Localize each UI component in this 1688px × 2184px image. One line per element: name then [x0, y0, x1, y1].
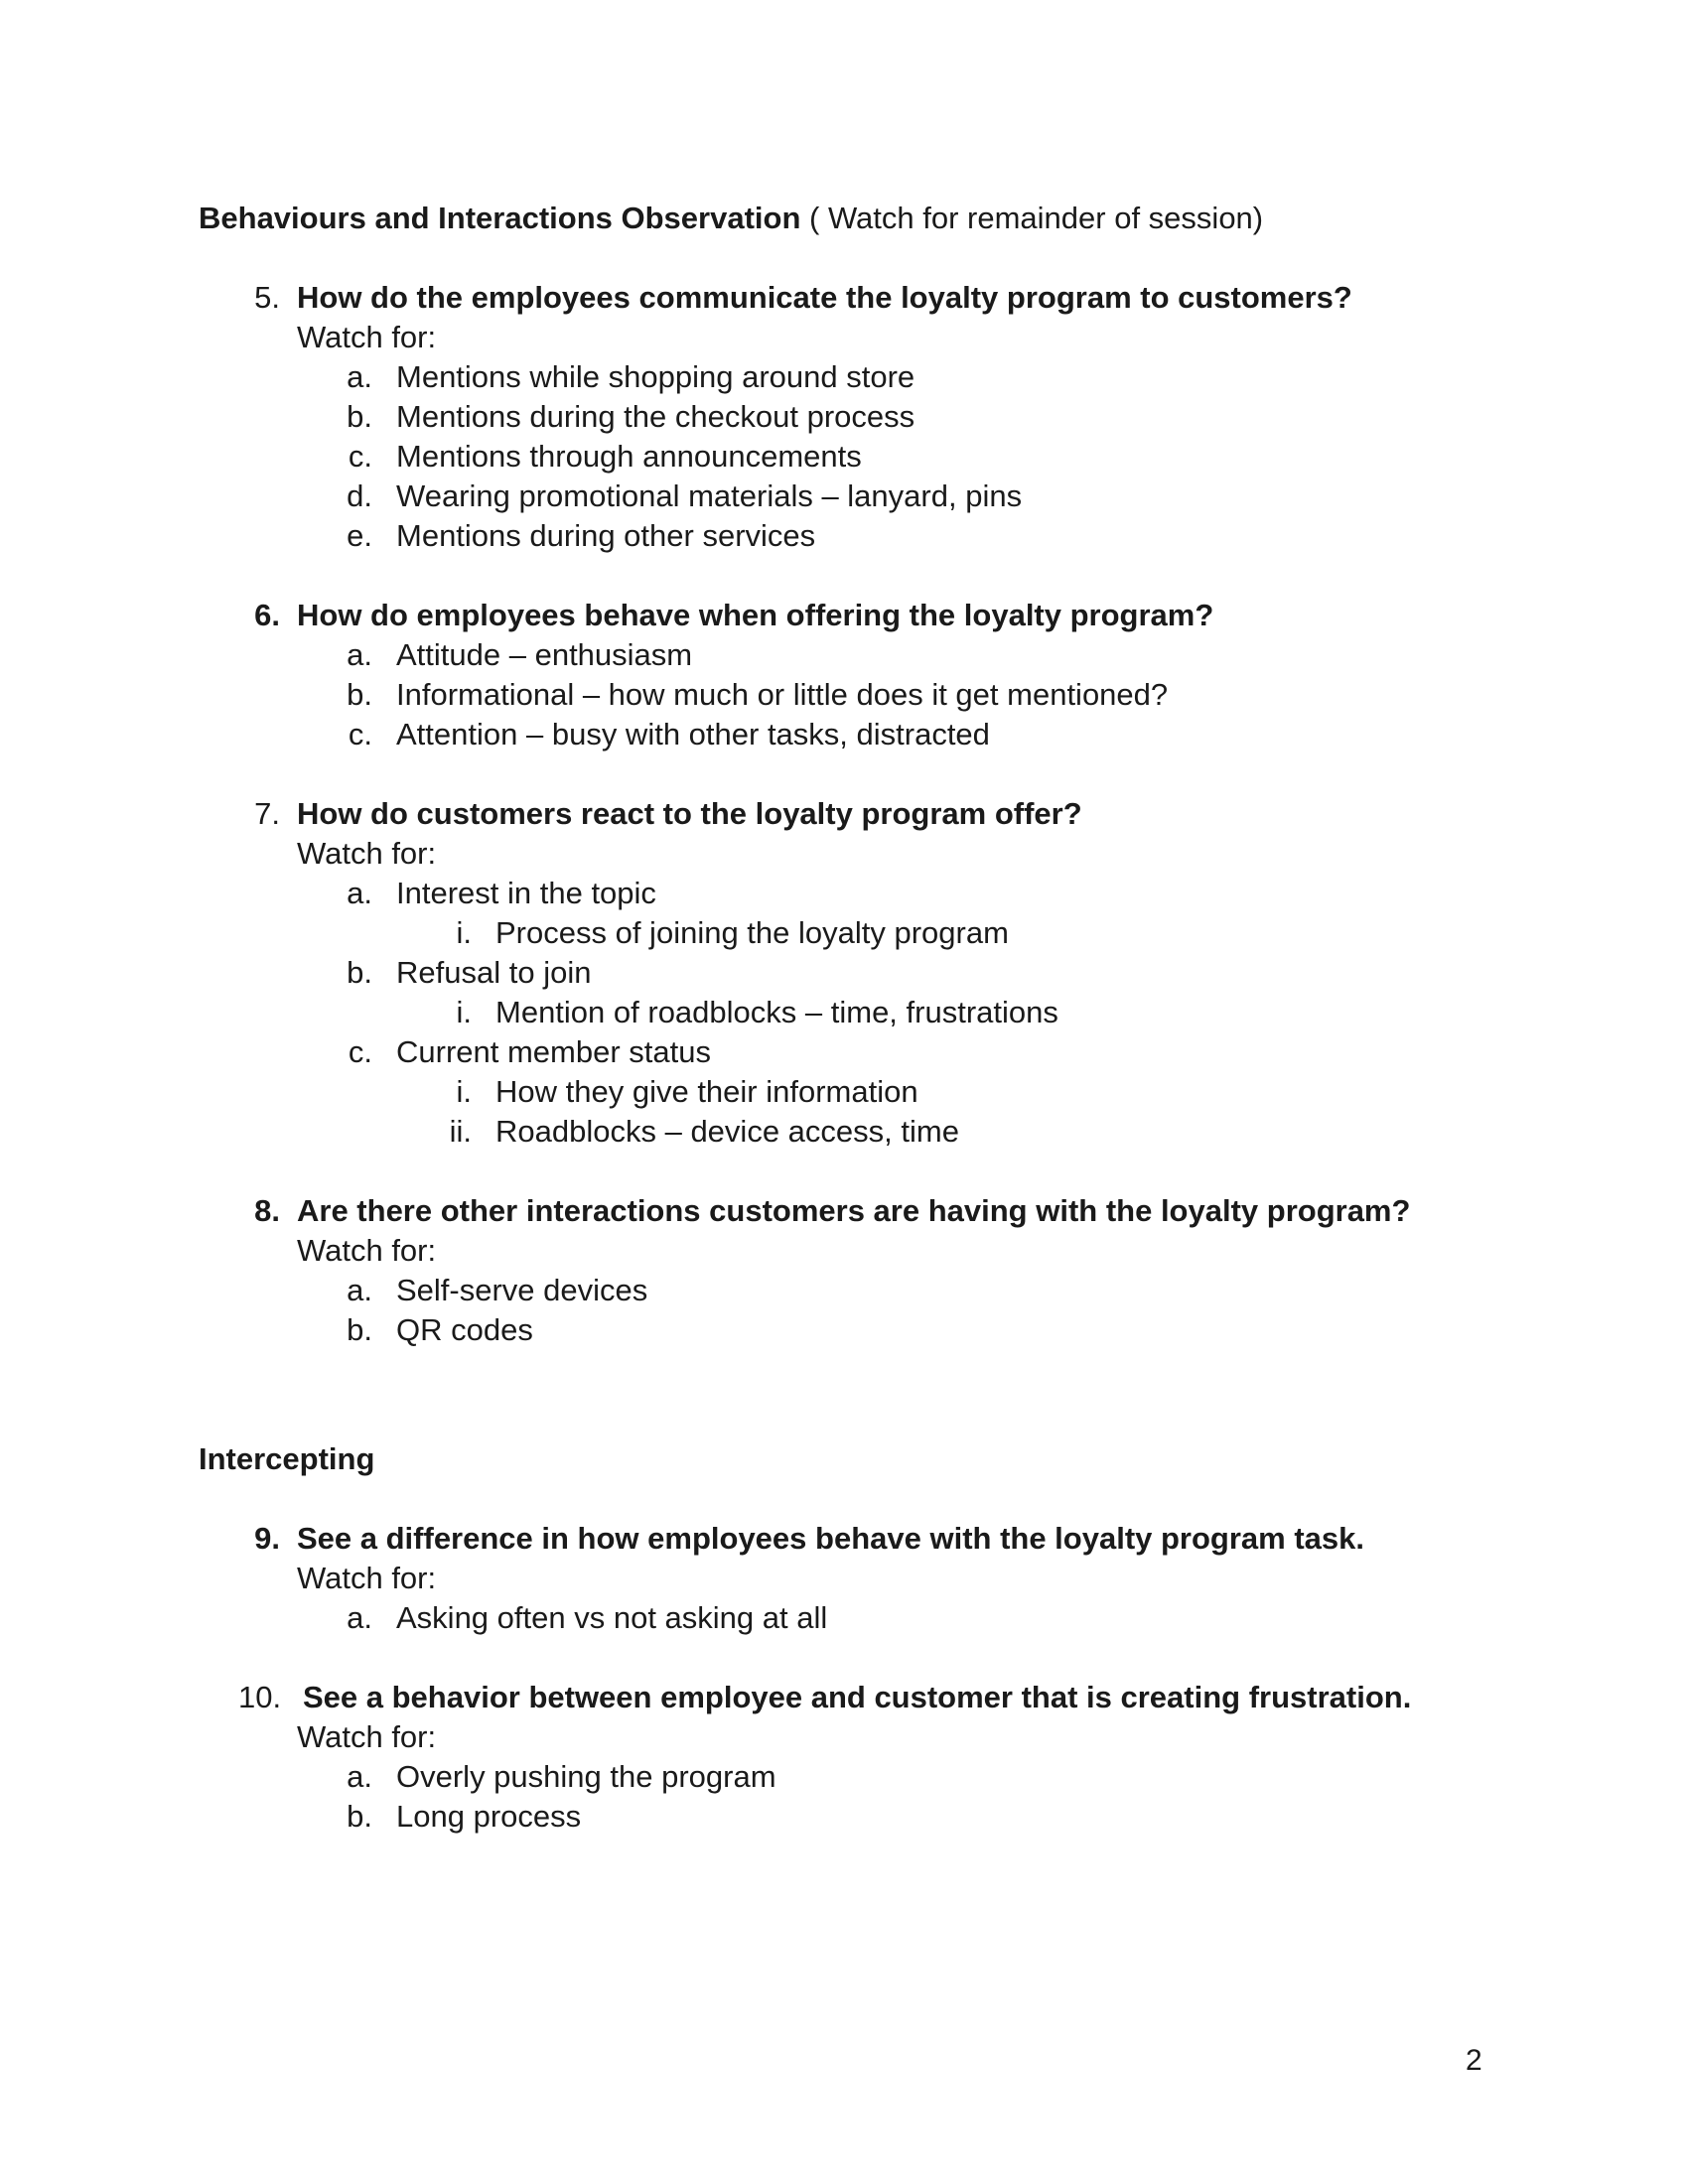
subitem-marker: i. [456, 995, 472, 1029]
section-note: ( Watch for remainder of session) [800, 201, 1264, 235]
question-number: 8. [254, 1193, 280, 1228]
item-text: Wearing promotional materials – lanyard, pins [396, 478, 1023, 513]
item-marker: b. [347, 399, 372, 434]
question-number: 7. [254, 796, 280, 831]
item-marker: a. [347, 1600, 372, 1635]
item-text: Refusal to join [396, 955, 592, 990]
section-heading-intercepting: Intercepting [199, 1441, 375, 1476]
subitem-marker: i. [456, 1074, 472, 1109]
watch-for-label: Watch for: [297, 1719, 437, 1754]
item-text: Overly pushing the program [396, 1759, 776, 1794]
question-number: 5. [254, 280, 280, 315]
item-text: Self-serve devices [396, 1273, 648, 1307]
question-text: How do customers react to the loyalty program offer? [297, 796, 1082, 831]
item-marker: b. [347, 1799, 372, 1834]
question-text: How do the employees communicate the loyalty program to customers? [297, 280, 1352, 315]
question-text: See a difference in how employees behave with the loyalty program task. [297, 1521, 1365, 1556]
question-text: Are there other interactions customers are having with the loyalty program? [297, 1193, 1411, 1228]
item-text: Mentions while shopping around store [396, 359, 915, 394]
subitem-marker: i. [456, 915, 472, 950]
item-text: QR codes [396, 1312, 533, 1347]
item-marker: c. [348, 1034, 372, 1069]
item-text: Mentions during the checkout process [396, 399, 915, 434]
item-text: Long process [396, 1799, 582, 1834]
question-number: 6. [254, 598, 280, 632]
item-marker: a. [347, 876, 372, 910]
item-marker: a. [347, 1759, 372, 1794]
subitem-text: Mention of roadblocks – time, frustrations [495, 995, 1058, 1029]
item-marker: b. [347, 1312, 372, 1347]
section-heading-observation [199, 199, 1263, 238]
item-marker: b. [347, 677, 372, 712]
item-marker: a. [347, 1273, 372, 1307]
item-marker: b. [347, 955, 372, 990]
subitem-marker: ii. [449, 1114, 472, 1149]
watch-for-label: Watch for: [297, 836, 437, 871]
item-marker: a. [347, 359, 372, 394]
item-marker: d. [347, 478, 372, 513]
item-text: Mentions during other services [396, 518, 816, 553]
item-text: Attitude – enthusiasm [396, 637, 693, 672]
item-text: Mentions through announcements [396, 439, 862, 474]
item-marker: c. [348, 717, 372, 751]
item-text: Asking often vs not asking at all [396, 1600, 828, 1635]
question-text: How do employees behave when offering the loyalty program? [297, 598, 1214, 632]
question-number: 9. [254, 1521, 280, 1556]
question-text: See a behavior between employee and customer that is creating frustration. [303, 1680, 1412, 1714]
item-text: Informational – how much or little does it get mentioned? [396, 677, 1169, 712]
question-number: 10. [238, 1680, 282, 1714]
subitem-text: How they give their information [495, 1074, 918, 1109]
item-marker: e. [347, 518, 372, 553]
watch-for-label: Watch for: [297, 1561, 437, 1595]
item-text: Interest in the topic [396, 876, 656, 910]
item-text: Attention – busy with other tasks, distracted [396, 717, 990, 751]
item-text: Current member status [396, 1034, 711, 1069]
item-marker: a. [347, 637, 372, 672]
page-number: 2 [1466, 2044, 1482, 2077]
watch-for-label: Watch for: [297, 1233, 437, 1268]
watch-for-label: Watch for: [297, 320, 437, 354]
subitem-text: Process of joining the loyalty program [495, 915, 1009, 950]
section-title: Behaviours and Interactions Observation [199, 201, 801, 235]
item-marker: c. [348, 439, 372, 474]
subitem-text: Roadblocks – device access, time [495, 1114, 959, 1149]
